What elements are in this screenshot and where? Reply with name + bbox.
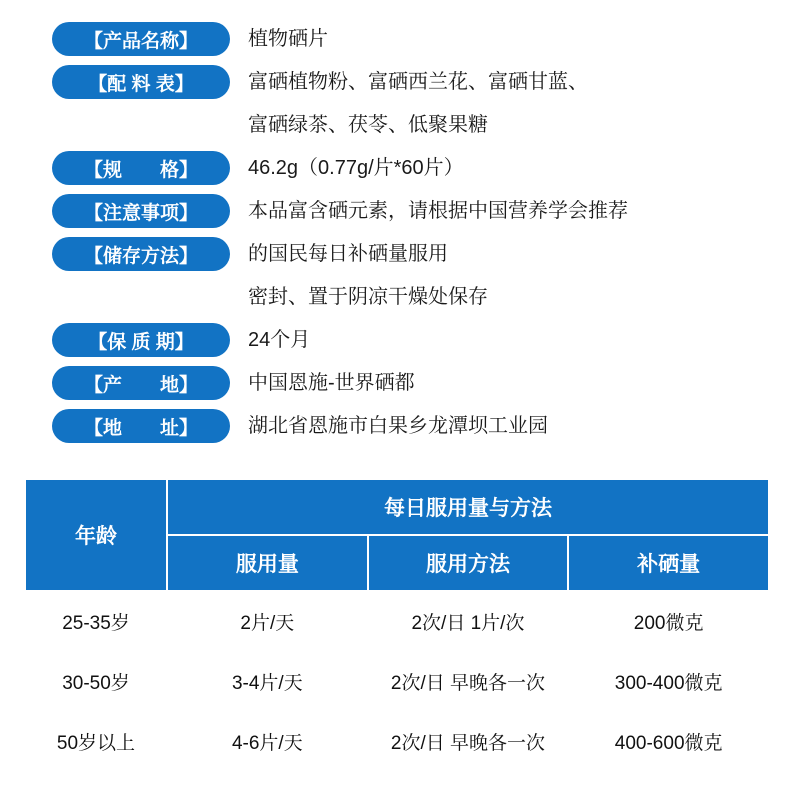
table-header-row-top	[25, 479, 769, 535]
table-cell-age: 50岁以上	[25, 711, 167, 771]
spec-row-ingredients-cont	[0, 108, 790, 142]
spec-row-origin	[0, 366, 790, 400]
table-header-age: 年龄	[25, 479, 167, 591]
spec-value-product-name: 植物硒片	[248, 28, 328, 50]
spec-value-precautions-line2: 的国民每日补硒量服用	[248, 243, 448, 265]
spec-label-spacer	[52, 108, 230, 142]
dosage-table	[24, 478, 770, 772]
spec-value-ingredients-line2: 富硒绿茶、茯苓、低聚果糖	[248, 114, 488, 136]
table-cell-dose: 4-6片/天	[167, 711, 368, 771]
table-cell-selenium: 400-600微克	[568, 711, 769, 771]
spec-label-specification: 【规 格】	[52, 151, 230, 185]
spec-value-storage: 密封、置于阴凉干燥处保存	[248, 286, 488, 308]
table-cell-selenium: 200微克	[568, 591, 769, 651]
table-cell-age: 30-50岁	[25, 651, 167, 711]
spec-value-address: 湖北省恩施市白果乡龙潭坝工业园	[248, 415, 548, 437]
spec-value-specification: 46.2g（0.77g/片*60片）	[248, 157, 464, 179]
spec-label-ingredients: 【配 料 表】	[52, 65, 230, 99]
spec-label-spacer-2	[52, 280, 230, 314]
spec-label-address: 【地 址】	[52, 409, 230, 443]
spec-value-origin: 中国恩施-世界硒都	[248, 372, 415, 394]
spec-label-precautions: 【注意事项】	[52, 194, 230, 228]
spec-label-storage: 【储存方法】	[52, 237, 230, 271]
dosage-table-wrapper	[22, 476, 768, 774]
table-cell-selenium: 300-400微克	[568, 651, 769, 711]
spec-row-product-name	[0, 22, 790, 56]
spec-label-origin: 【产 地】	[52, 366, 230, 400]
spec-row-ingredients	[0, 65, 790, 99]
table-cell-method: 2次/日 早晚各一次	[368, 651, 569, 711]
spec-label-product-name: 【产品名称】	[52, 22, 230, 56]
spec-row-precautions	[0, 194, 790, 228]
spec-row-shelf-life	[0, 323, 790, 357]
table-row	[25, 591, 769, 651]
spec-label-shelf-life: 【保 质 期】	[52, 323, 230, 357]
table-row	[25, 651, 769, 711]
spec-value-ingredients: 富硒植物粉、富硒西兰花、富硒甘蓝、	[248, 71, 588, 93]
table-header-daily-dosage: 每日服用量与方法	[167, 479, 769, 535]
table-cell-dose: 2片/天	[167, 591, 368, 651]
spec-value-precautions: 本品富含硒元素，请根据中国营养学会推荐	[248, 200, 628, 222]
table-cell-method: 2次/日 1片/次	[368, 591, 569, 651]
table-header-dose: 服用量	[167, 535, 368, 591]
spec-row-specification	[0, 151, 790, 185]
spec-row-address	[0, 409, 790, 443]
table-header-selenium: 补硒量	[568, 535, 769, 591]
table-header-method: 服用方法	[368, 535, 569, 591]
table-cell-age: 25-35岁	[25, 591, 167, 651]
table-cell-method: 2次/日 早晚各一次	[368, 711, 569, 771]
spec-value-shelf-life: 24个月	[248, 329, 311, 351]
table-cell-dose: 3-4片/天	[167, 651, 368, 711]
spec-row-storage	[0, 237, 790, 271]
spec-row-storage-cont	[0, 280, 790, 314]
table-row	[25, 711, 769, 771]
